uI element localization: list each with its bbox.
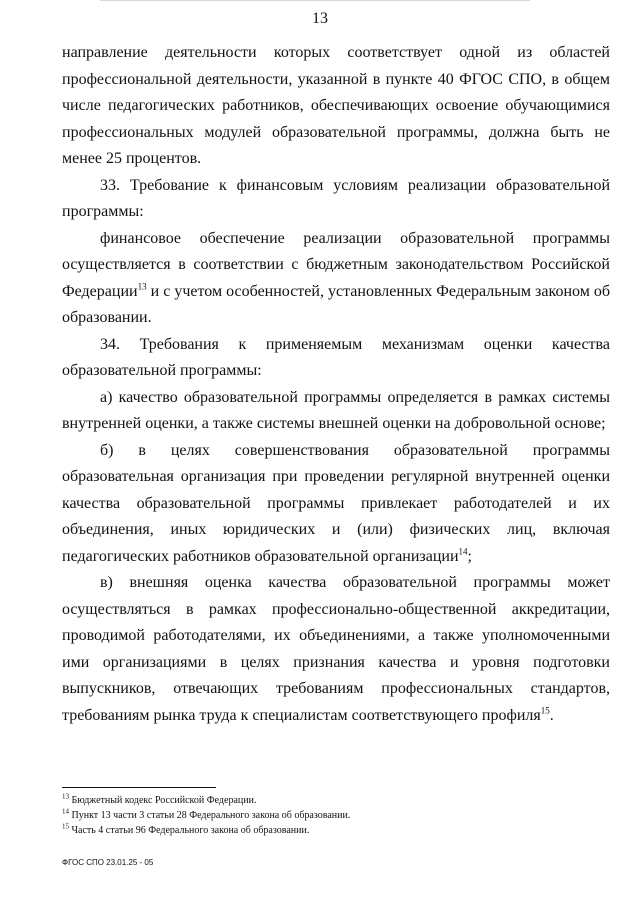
document-body [62,40,610,729]
paragraph-continuation: направление деятельности которых соответствует одной из областей профессиональной деятельности, указанной в пункте 40 ФГОС СПО, в общем числе педагогических работников, обеспечивающих освоение обучающимися профессиональных модулей образовательной программы, должна быть не менее 25 процентов. [62,44,610,167]
paragraph-item-v [62,570,610,729]
footnotes [62,793,610,838]
paragraph-item-v-text: в) внешняя оценка качества образовательной программы может осуществляться в рамках профессионально-общественной аккредитации, проводимой работодателями, их объединениями, а также уполномоченными ими организациями в целях признания качества и уровня подготовки выпускников, отвечающих требованиям профессиональных стандартов, требованиям рынка труда к специалистам соответствующего профиля [62,574,610,724]
footnote-number: 15 [62,822,69,831]
footnote-number: 13 [62,792,69,801]
footnote-ref-15[interactable]: 15 [540,705,550,716]
footnote-13 [62,793,610,808]
paragraph-item-b [62,438,610,571]
footnote-separator [62,787,216,788]
paragraph-financial [62,226,610,332]
paragraph-item-b-text: б) в целях совершенствования образовательной программы образовательная организация при проведении регулярной внутренней оценки качества образовательной программы привлекает работодателей и их объединения, иных юридических и (или) физических лиц, включая педагогических работников образовательной организации [62,441,610,565]
footnote-ref-14[interactable]: 14 [458,546,468,557]
footnote-number: 14 [62,807,69,816]
footnote-text: Бюджетный кодекс Российской Федерации. [69,795,257,806]
scan-top-edge [100,0,530,1]
footnote-text: Часть 4 статьи 96 Федерального закона об образовании. [69,825,310,836]
footer-code: ФГОС СПО 23.01.25 - 05 [62,858,154,867]
paragraph-item-a: а) качество образовательной программы определяется в рамках системы внутренней оценки, а также системы внешней оценки на добровольной основе; [62,388,610,432]
footnote-text: Пункт 13 части 3 статьи 28 Федерального закона об образовании. [69,810,351,821]
paragraph-item-33: 33. Требование к финансовым условиям реализации образовательной программы: [62,176,610,220]
footnote-14 [62,808,610,823]
page-number: 13 [312,10,328,27]
paragraph-financial-text: финансовое обеспечение реализации образовательной программы осуществляется в соответствии с бюджетным законодательством Российской Федерации [62,229,610,300]
paragraph-item-b-tail: ; [467,547,472,565]
footnote-15 [62,823,610,838]
paragraph-item-v-tail: . [549,706,554,724]
footnote-ref-13[interactable]: 13 [137,281,147,292]
paragraph-financial-tail: и с учетом особенностей, установленных Федеральным законом об образовании. [62,282,610,326]
paragraph-item-34: 34. Требования к применяемым механизмам оценки качества образовательной программы: [62,335,610,379]
